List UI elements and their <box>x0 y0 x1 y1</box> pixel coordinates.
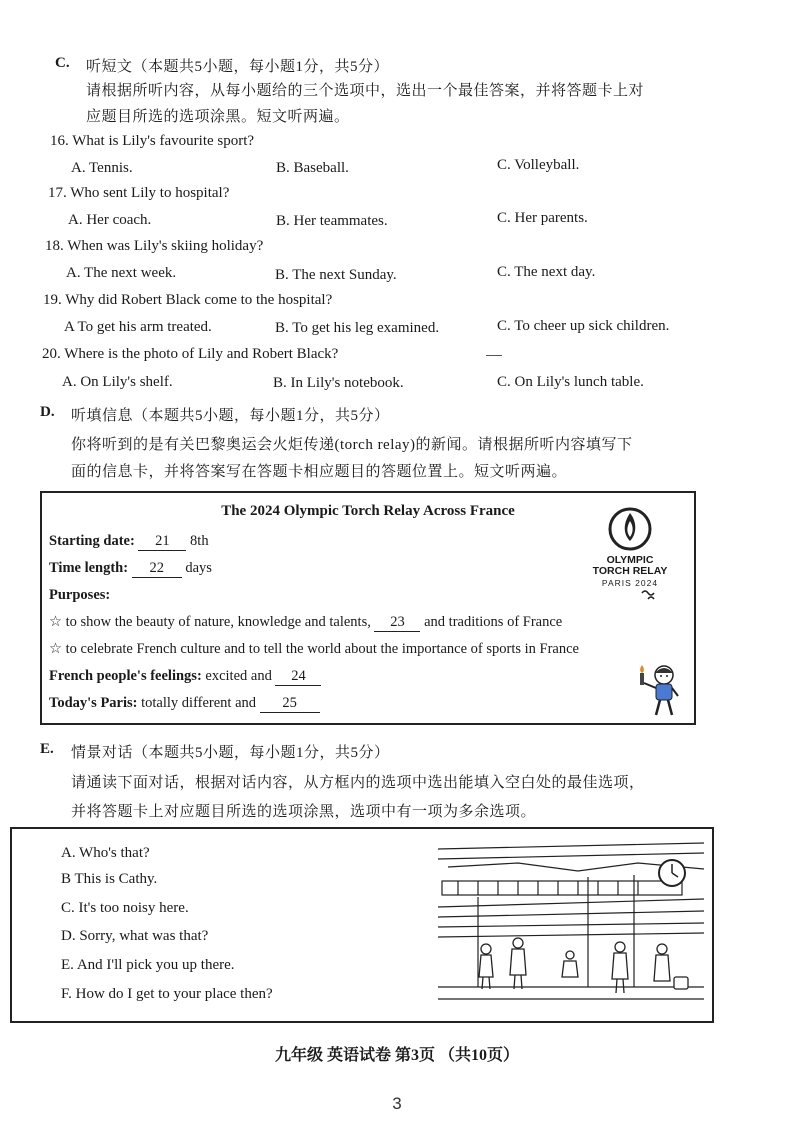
time-length-row <box>49 560 212 578</box>
time-length-suffix: days <box>185 560 212 576</box>
logo-text-3: PARIS 2024 <box>601 578 659 588</box>
section-e-letter: E. <box>40 741 54 757</box>
option-e: E. And I'll pick you up there. <box>61 957 235 973</box>
q20-option-b: B. In Lily's notebook. <box>273 375 404 391</box>
option-b: B This is Cathy. <box>61 871 158 887</box>
q16-option-c: C. Volleyball. <box>497 157 580 173</box>
purposes-row <box>49 587 110 604</box>
purposes-label: Purposes: <box>49 587 111 603</box>
feelings-text: excited and <box>205 668 272 684</box>
paris-text: totally different and <box>141 695 257 711</box>
feelings-label: French people's feelings: <box>49 668 202 684</box>
q19-option-b: B. To get his leg examined. <box>275 320 440 336</box>
q17-option-c: C. Her parents. <box>497 210 588 226</box>
q17-option-a: A. Her coach. <box>68 212 152 228</box>
blank-21: 21 <box>138 533 186 551</box>
section-c-instruction-1: 请根据所听内容，从每小题给的三个选项中，选出一个最佳答案，并将答题卡上对 <box>86 83 645 99</box>
starting-date-row <box>49 533 209 551</box>
info-card-title: The 2024 Olympic Torch Relay Across France <box>221 503 515 519</box>
train-station-illustration <box>438 837 704 1013</box>
olympic-torch-relay-logo <box>590 503 670 615</box>
q19-option-c: C. To cheer up sick children. <box>497 318 670 334</box>
blank-22: 22 <box>132 560 182 578</box>
question-16: 16. What is Lily's favourite sport? <box>50 133 255 149</box>
blank-23: 23 <box>374 614 420 632</box>
question-19: 19. Why did Robert Black come to the hospital? <box>43 292 333 308</box>
q18-option-c: C. The next day. <box>497 264 596 280</box>
option-d: D. Sorry, what was that? <box>61 928 209 944</box>
section-d-title: 听填信息（本题共5小题，每小题1分，共5分） <box>71 408 390 424</box>
paris-row <box>49 695 320 713</box>
section-c-letter: C. <box>55 55 70 71</box>
question-17: 17. Who sent Lily to hospital? <box>48 185 230 201</box>
star-icon: ☆ <box>49 614 62 630</box>
section-e-instruction-1: 请通读下面对话，根据对话内容，从方框内的选项中选出能填入空白处的最佳选项， <box>71 775 645 791</box>
purpose-1-row <box>49 614 562 632</box>
q16-option-a: A. Tennis. <box>71 160 133 176</box>
info-card <box>40 491 696 725</box>
section-e-title: 情景对话（本题共5小题，每小题1分，共5分） <box>71 745 390 761</box>
logo-text-1: OLYMPIC <box>606 554 654 566</box>
starting-date-suffix: 8th <box>190 533 209 549</box>
blank-25: 25 <box>260 695 320 713</box>
page-footer: 九年级 英语试卷 第3页 （共10页） <box>274 1047 519 1064</box>
section-c-title: 听短文（本题共5小题，每小题1分，共5分） <box>86 59 390 75</box>
section-d-instruction-1: 你将听到的是有关巴黎奥运会火炬传递(torch relay)的新闻。请根据所听内容填写下 <box>71 437 633 453</box>
section-d-letter: D. <box>40 404 55 420</box>
page-number: 3 <box>392 1094 402 1113</box>
purpose-2-text: to celebrate French culture and to tell the world about the importance of sports in France <box>65 641 579 657</box>
q20-option-a: A. On Lily's shelf. <box>62 374 173 390</box>
purpose-1-text: to show the beauty of nature, knowledge and talents, <box>65 614 371 630</box>
q18-option-a: A. The next week. <box>66 265 177 281</box>
option-f: F. How do I get to your place then? <box>61 986 273 1002</box>
options-box <box>10 827 714 1023</box>
torch-runner-illustration <box>636 663 682 719</box>
paris-label: Today's Paris: <box>49 695 138 711</box>
time-length-label: Time length: <box>49 560 129 576</box>
logo-text-2: TORCH RELAY <box>592 565 668 577</box>
purpose-2-row <box>49 641 579 658</box>
section-c-instruction-2: 应题目所选的选项涂黑。短文听两遍。 <box>86 109 350 125</box>
option-c: C. It's too noisy here. <box>61 900 189 916</box>
option-a: A. Who's that? <box>61 845 150 861</box>
q20-option-c: C. On Lily's lunch table. <box>497 374 644 390</box>
question-20: 20. Where is the photo of Lily and Robert Black? <box>42 346 339 362</box>
blank-24: 24 <box>275 668 321 686</box>
star-icon: ☆ <box>49 641 62 657</box>
stray-mark <box>486 355 502 356</box>
q17-option-b: B. Her teammates. <box>276 213 388 229</box>
feelings-row <box>49 668 321 686</box>
question-18: 18. When was Lily's skiing holiday? <box>45 238 264 254</box>
q16-option-b: B. Baseball. <box>276 160 349 176</box>
starting-date-label: Starting date: <box>49 533 135 549</box>
purpose-1-suffix: and traditions of France <box>424 614 563 630</box>
section-e-instruction-2: 并将答题卡上对应题目所选的选项涂黑，选项中有一项为多余选项。 <box>71 804 537 820</box>
q18-option-b: B. The next Sunday. <box>275 267 397 283</box>
section-d-instruction-2: 面的信息卡，并将答案写在答题卡相应题目的答题位置上。短文听两遍。 <box>71 464 568 480</box>
q19-option-a: A To get his arm treated. <box>64 319 212 335</box>
